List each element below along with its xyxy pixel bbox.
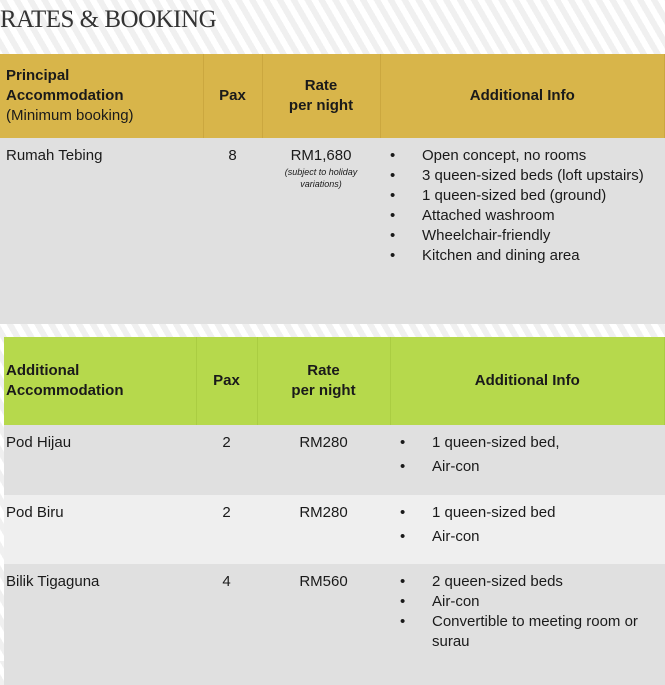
accommodation-name: Pod Hijau (4, 425, 196, 495)
list-item: • Air-con (396, 457, 659, 477)
info-list (390, 425, 665, 495)
list-item: • 1 queen-sized bed (396, 503, 659, 523)
list-item: • 1 queen-sized bed (ground) (386, 186, 659, 206)
accommodation-name: Rumah Tebing (0, 138, 203, 324)
table-row (4, 495, 665, 564)
table-row (4, 564, 665, 685)
list-item: • Open concept, no rooms (386, 146, 659, 166)
page-title: RATES & BOOKING (0, 6, 217, 33)
header-rate: Rate per night (262, 54, 380, 138)
pax-value: 2 (196, 425, 257, 495)
list-item: • Attached washroom (386, 206, 659, 226)
pax-value: 8 (203, 138, 262, 324)
table-header (0, 54, 665, 138)
list-item: • 3 queen-sized beds (loft upstairs) (386, 166, 659, 186)
table-header (4, 337, 665, 425)
list-item: • 1 queen-sized bed, (396, 433, 659, 453)
additional-accommodation-table (4, 337, 665, 685)
info-list (380, 138, 665, 324)
list-item: • Convertible to meeting room or surau (396, 612, 659, 652)
rate-value: RM280 (257, 425, 390, 495)
header-pax: Pax (196, 337, 257, 425)
principal-accommodation-table (0, 54, 665, 324)
table-row (4, 425, 665, 495)
header-accommodation: Principal Accommodation (Minimum booking) (0, 54, 203, 138)
list-item: • Air-con (396, 592, 659, 612)
pax-value: 2 (196, 495, 257, 564)
header-pax: Pax (203, 54, 262, 138)
info-list (390, 564, 665, 685)
header-info: Additional Info (390, 337, 665, 425)
header-rate: Rate per night (257, 337, 390, 425)
list-item: • Air-con (396, 527, 659, 547)
header-info: Additional Info (380, 54, 665, 138)
info-list (390, 495, 665, 564)
accommodation-name: Pod Biru (4, 495, 196, 564)
header-accommodation: Additional Accommodation (4, 337, 196, 425)
rate-value: RM560 (257, 564, 390, 685)
rate-value: RM280 (257, 495, 390, 564)
list-item: • 2 queen-sized beds (396, 572, 659, 592)
pax-value: 4 (196, 564, 257, 685)
list-item: • Kitchen and dining area (386, 246, 659, 266)
list-item: • Wheelchair-friendly (386, 226, 659, 246)
rate-value: RM1,680 (subject to holiday variations) (262, 138, 380, 324)
accommodation-name: Bilik Tigaguna (4, 564, 196, 685)
table-row (0, 138, 665, 324)
